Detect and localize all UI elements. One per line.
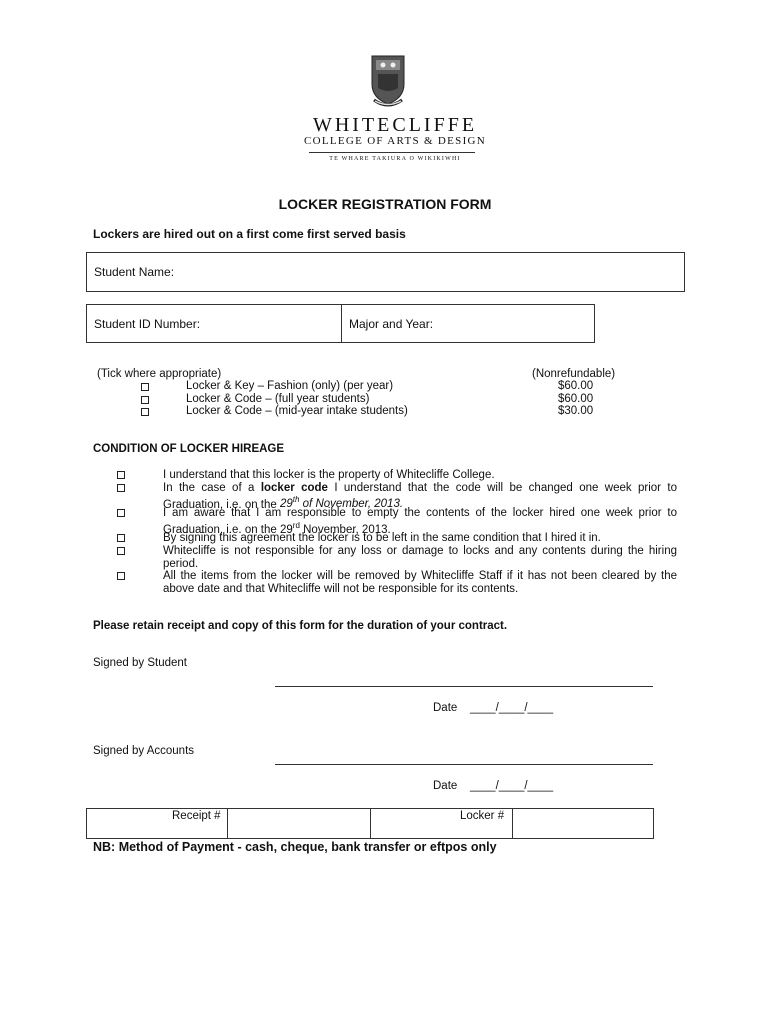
nonrefundable-label: (Nonrefundable)	[532, 368, 616, 380]
option-checkbox[interactable]	[141, 408, 149, 416]
college-tagline: TE WHARE TAKIURA O WIKIKIWHI	[329, 156, 461, 162]
condition-day: 29	[280, 498, 293, 511]
condition-text-part: In the case of a	[163, 482, 261, 494]
condition-text: By signing this agreement the locker is to be left in the same condition that I hired it in.	[163, 532, 601, 544]
condition-text-part: of November, 2013.	[299, 498, 404, 511]
option-price: $60.00	[558, 393, 594, 405]
student-name-field[interactable]	[86, 252, 685, 292]
option-label: Locker & Key – Fashion (only) (per year)	[186, 380, 394, 392]
option-label: Locker & Code – (mid-year intake students)	[186, 405, 408, 417]
option-label: Locker & Code – (full year students)	[186, 393, 370, 405]
payment-method-note: NB: Method of Payment - cash, cheque, bank transfer or eftpos only	[93, 840, 497, 854]
ordinal-suffix: rd	[292, 520, 300, 530]
table-divider	[370, 808, 371, 839]
college-crest-logo	[370, 54, 406, 110]
condition-text-part: I understand that the code will be changed one week prior to Graduation, i.e. on the	[163, 482, 677, 511]
condition-checkbox[interactable]	[117, 484, 125, 492]
accounts-signature-line[interactable]	[275, 764, 653, 765]
student-id-label: Student ID Number:	[94, 317, 201, 331]
condition-text: I understand that this locker is the property of Whitecliffe College.	[163, 469, 495, 481]
receipt-number-field[interactable]	[228, 809, 369, 838]
student-date-field[interactable]: ____/____/____	[470, 702, 554, 714]
major-year-label: Major and Year:	[349, 317, 434, 331]
receipt-label: Receipt #	[172, 810, 221, 822]
accounts-date-field[interactable]: ____/____/____	[470, 780, 554, 792]
option-price: $60.00	[558, 380, 594, 392]
tick-instruction: (Tick where appropriate)	[97, 368, 222, 380]
locker-number-field[interactable]	[513, 809, 653, 838]
intro-text: Lockers are hired out on a first come first served basis	[93, 227, 406, 241]
condition-checkbox[interactable]	[117, 471, 125, 479]
ordinal-suffix: th	[292, 495, 300, 505]
condition-checkbox[interactable]	[117, 572, 125, 580]
student-name-label: Student Name:	[94, 265, 175, 279]
condition-text-part: November, 2013.	[299, 523, 391, 536]
option-checkbox[interactable]	[141, 383, 149, 391]
condition-checkbox[interactable]	[117, 509, 125, 517]
signed-by-accounts-label: Signed by Accounts	[93, 745, 195, 757]
college-name: WHITECLIFFE	[312, 114, 478, 136]
conditions-heading: CONDITION OF LOCKER HIREAGE	[93, 443, 285, 455]
option-price: $30.00	[558, 405, 594, 417]
retain-note: Please retain receipt and copy of this form for the duration of your contract.	[93, 620, 508, 632]
condition-emphasis: locker code	[260, 482, 328, 494]
condition-checkbox[interactable]	[117, 534, 125, 542]
condition-text: Whitecliffe is not responsible for any loss or damage to locks and any contents during the hiring period.	[163, 545, 677, 570]
logo-divider	[309, 152, 475, 153]
locker-label: Locker #	[460, 810, 505, 822]
student-signature-line[interactable]	[275, 686, 653, 687]
date-label: Date	[433, 702, 458, 714]
condition-text: All the items from the locker will be removed by Whitecliffe Staff if it has not been cleared by the above date and that Whitecliffe will not be responsible for its contents.	[163, 570, 677, 595]
condition-text-part: I am aware that I am responsible to empty the contents of the locker hired one week prior to Graduation, i.e. on the 29	[163, 507, 677, 536]
signed-by-student-label: Signed by Student	[93, 657, 187, 669]
college-subtitle: COLLEGE OF ARTS & DESIGN	[303, 135, 487, 147]
date-label: Date	[433, 780, 458, 792]
option-checkbox[interactable]	[141, 396, 149, 404]
condition-checkbox[interactable]	[117, 547, 125, 555]
form-title: LOCKER REGISTRATION FORM	[278, 196, 492, 212]
